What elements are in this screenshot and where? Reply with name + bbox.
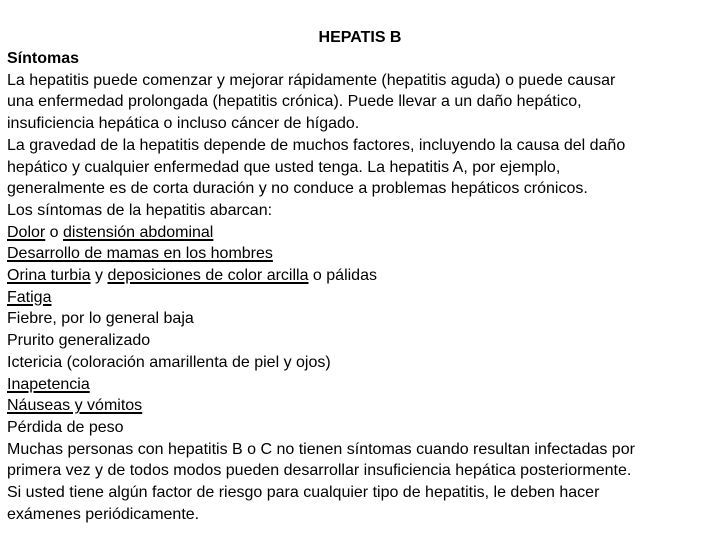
link-orina-turbia[interactable]: Orina turbia bbox=[7, 267, 91, 285]
document-body bbox=[7, 48, 719, 525]
connector-o: o bbox=[45, 223, 64, 241]
symptom-item-fatigue bbox=[7, 287, 719, 309]
symptom-item-weight: Pérdida de peso bbox=[7, 418, 124, 436]
paragraph-1-line-2: una enfermedad prolongada (hepatitis crónica). Puede llevar a un daño hepático, bbox=[7, 93, 582, 111]
paragraph-3-line-4: exámenes periódicamente. bbox=[7, 505, 200, 523]
symptom-item-fever: Fiebre, por lo general baja bbox=[7, 310, 194, 328]
symptom-item-breasts bbox=[7, 243, 719, 265]
paragraph-3-line-3: Si usted tiene algún factor de riesgo para cualquier tipo de hepatitis, le deben hacer bbox=[7, 484, 600, 502]
document-title bbox=[0, 27, 720, 49]
paragraph-2-line-3: generalmente es de corta duración y no conduce a problemas hepáticos crónicos. bbox=[7, 180, 588, 198]
paragraph-3-line-2: primera vez y de todos modos pueden desarrollar insuficiencia hepática posteriormente. bbox=[7, 462, 632, 480]
paragraph-2-line-1: La gravedad de la hepatitis depende de muchos factores, incluyendo la causa del daño bbox=[7, 136, 626, 154]
paragraph-1-line-3: insuficiencia hepática o incluso cáncer de hígado. bbox=[7, 115, 360, 133]
section-heading: Síntomas bbox=[7, 50, 80, 67]
symptom-item-pruritus: Prurito generalizado bbox=[7, 332, 151, 350]
suffix-palidas: o pálidas bbox=[308, 267, 377, 285]
paragraph-3-line-1: Muchas personas con hepatitis B o C no tienen síntomas cuando resultan infectadas por bbox=[7, 440, 635, 458]
symptom-item-pain bbox=[7, 222, 719, 244]
paragraph-1-line-1: La hepatitis puede comenzar y mejorar rápidamente (hepatitis aguda) o puede causar bbox=[7, 71, 616, 89]
connector-y: y bbox=[90, 267, 108, 285]
link-deposiciones-arcilla[interactable]: deposiciones de color arcilla bbox=[107, 267, 309, 285]
document-title-text: HEPATIS B bbox=[318, 29, 402, 46]
link-nauseas-vomitos[interactable]: Náuseas y vómitos bbox=[7, 397, 143, 415]
link-desarrollo-mamas[interactable]: Desarrollo de mamas en los hombres bbox=[7, 245, 273, 263]
symptom-item-jaundice: Ictericia (coloración amarillenta de piel y ojos) bbox=[7, 353, 331, 371]
symptom-item-urine bbox=[7, 265, 719, 287]
paragraph-2-line-2: hepático y cualquier enfermedad que usted tenga. La hepatitis A, por ejemplo, bbox=[7, 158, 561, 176]
symptoms-intro: Los síntomas de la hepatitis abarcan: bbox=[7, 201, 273, 219]
symptom-item-appetite bbox=[7, 374, 719, 396]
link-inapetencia[interactable]: Inapetencia bbox=[7, 375, 90, 393]
link-distension-abdominal[interactable]: distensión abdominal bbox=[63, 223, 214, 241]
link-dolor[interactable]: Dolor bbox=[7, 223, 46, 241]
link-fatiga[interactable]: Fatiga bbox=[7, 288, 52, 306]
symptom-item-nausea bbox=[7, 395, 719, 417]
